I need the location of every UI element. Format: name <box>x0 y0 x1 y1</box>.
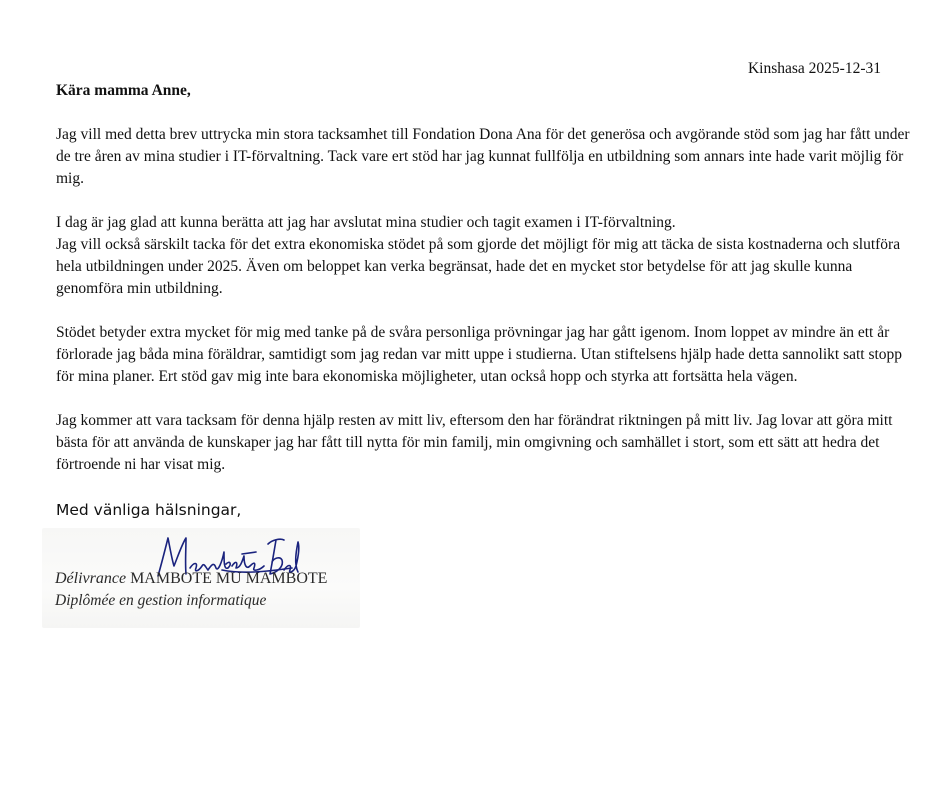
closing: Med vänliga hälsningar, <box>56 501 242 519</box>
signatory-last-name: MAMBOTE MU MAMBOTE <box>130 570 328 587</box>
signatory-title: Diplômée en gestion informatique <box>55 592 267 609</box>
paragraph-extra-support: Jag vill också särskilt tacka för det extra ekonomiska stödet på som gjorde det möjligt för mig att täcka de sista kostnaderna och slutföra hela utbildningen under 2025. Även om beloppet kan verka begränsat, hade det en mycket stor betydelse för att jag skulle kunna genomföra min utbildning. <box>56 236 901 297</box>
signatory-name <box>55 570 327 588</box>
greeting: Kära mamma Anne, <box>56 82 191 99</box>
signature-block <box>42 528 360 628</box>
paragraph-hardship: Stödet betyder extra mycket för mig med tanke på de svåra personliga prövningar jag har gått igenom. Inom loppet av mindre än ett år förlorade jag båda mina föräldrar, samtidigt som jag redan var mitt uppe i studierna. Utan stiftelsens hjälp hade detta sannolikt satt stopp för mina planer. Ert stöd gav mig inte bara ekonomiska möjligheter, utan också hopp och styrka att fortsätta hela vägen. <box>56 324 903 385</box>
signatory-first-name: Délivrance <box>55 570 127 587</box>
place-date: Kinshasa 2025-12-31 <box>747 60 881 77</box>
paragraph-graduation <box>56 212 918 300</box>
paragraph-gratitude: Jag vill med detta brev uttrycka min stora tacksamhet till Fondation Dona Ana för det generösa och avgörande stöd som jag har fått under de tre åren av mina studier i IT-förvaltning. Tack vare ert stöd har jag kunnat fullfölja en utbildning som annars inte hade varit möjlig för mig. <box>56 126 910 187</box>
paragraph-promise: Jag kommer att vara tacksam för denna hjälp resten av mitt liv, eftersom den har förändrat riktningen på mitt liv. Jag lovar att göra mitt bästa för att använda de kunskaper jag har fått till nytta för min familj, min omgivning och samhället i stort, som ett sätt att hedra det förtroende ni har visat mig. <box>56 412 893 473</box>
paragraph-graduation-line: I dag är jag glad att kunna berätta att jag har avslutat mina studier och tagit examen i IT-förvaltning. <box>56 214 676 231</box>
